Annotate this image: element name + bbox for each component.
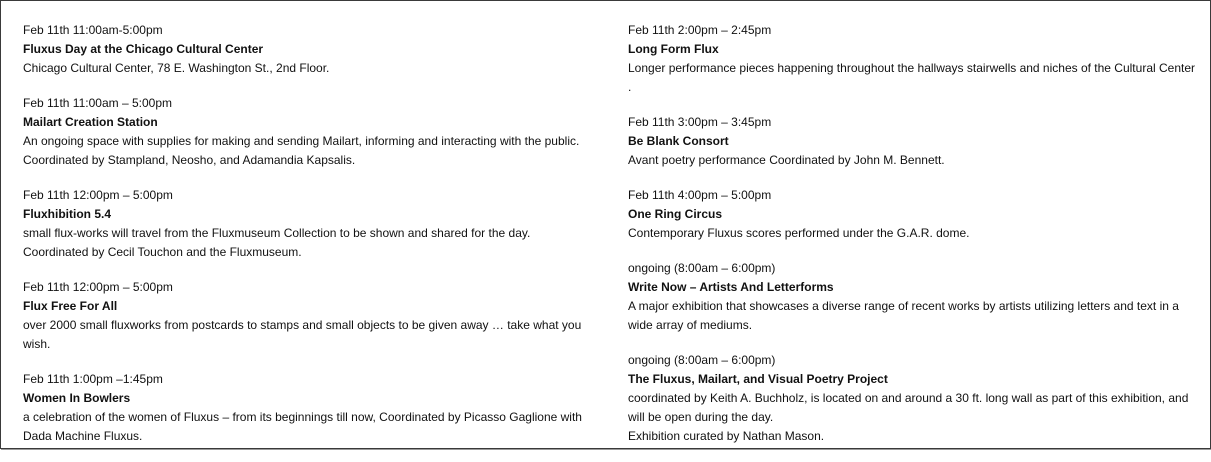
event-item (23, 94, 603, 170)
schedule-column-right (628, 21, 1198, 462)
event-time: Feb 11th 3:00pm – 3:45pm (628, 115, 772, 129)
event-time: Feb 11th 1:00pm –1:45pm (23, 372, 163, 386)
event-time: Feb 11th 11:00am – 5:00pm (23, 96, 172, 110)
event-description: Contemporary Fluxus scores performed under the G.A.R. dome. (628, 226, 970, 240)
event-description: Chicago Cultural Center, 78 E. Washington St., 2nd Floor. (23, 61, 330, 75)
event-description: Coordinated by Cecil Touchon and the Fluxmuseum. (23, 245, 302, 259)
event-item (628, 259, 1198, 335)
event-title: Fluxus Day at the Chicago Cultural Center (23, 42, 264, 56)
event-description: Avant poetry performance Coordinated by John M. Bennett. (628, 153, 945, 167)
event-title: Women In Bowlers (23, 391, 131, 405)
event-item (23, 186, 603, 262)
event-title: Fluxhibition 5.4 (23, 207, 112, 221)
event-time: Feb 11th 2:00pm – 2:45pm (628, 23, 772, 37)
event-title: The Fluxus, Mailart, and Visual Poetry Project (628, 372, 888, 386)
event-item (23, 370, 603, 446)
event-title: Be Blank Consort (628, 134, 729, 148)
event-description: wide array of mediums. (628, 318, 753, 332)
event-item (628, 21, 1198, 97)
event-title: Mailart Creation Station (23, 115, 158, 129)
event-time: Feb 11th 12:00pm – 5:00pm (23, 280, 173, 294)
event-description: a celebration of the women of Fluxus – from its beginnings till now, Coordinated by Picasso Gaglione with (23, 410, 582, 424)
event-title: One Ring Circus (628, 207, 723, 221)
event-item (628, 113, 1198, 170)
event-title: Write Now – Artists And Letterforms (628, 280, 834, 294)
event-description: A major exhibition that showcases a diverse range of recent works by artists utilizing letters and text in a (628, 299, 1179, 313)
event-item (628, 351, 1198, 446)
event-item (23, 278, 603, 354)
event-time: ongoing (8:00am – 6:00pm) (628, 261, 776, 275)
event-item (23, 21, 603, 78)
event-title: Flux Free For All (23, 299, 118, 313)
event-description: over 2000 small fluxworks from postcards to stamps and small objects to be given away … take what you (23, 318, 582, 332)
event-description: small flux-works will travel from the Fluxmuseum Collection to be shown and shared for the day. (23, 226, 531, 240)
event-description: coordinated by Keith A. Buchholz, is located on and around a 30 ft. long wall as part of this exhibition, and (628, 391, 1189, 405)
event-description: Dada Machine Fluxus. (23, 429, 143, 443)
event-title: Long Form Flux (628, 42, 719, 56)
event-time: Feb 11th 11:00am-5:00pm (23, 23, 163, 37)
event-description: An ongoing space with supplies for making and sending Mailart, informing and interacting with the public. (23, 134, 580, 148)
schedule-column-left (23, 21, 603, 462)
event-time: Feb 11th 4:00pm – 5:00pm (628, 188, 772, 202)
event-time: ongoing (8:00am – 6:00pm) (628, 353, 776, 367)
event-description: will be open during the day. (628, 410, 774, 424)
event-description: wish. (23, 337, 51, 351)
event-item (628, 186, 1198, 243)
event-curator: Exhibition curated by Nathan Mason. (628, 429, 825, 443)
event-description: Longer performance pieces happening throughout the hallways stairwells and niches of the Cultural Center . (628, 61, 1196, 94)
event-time: Feb 11th 12:00pm – 5:00pm (23, 188, 173, 202)
event-description: Coordinated by Stampland, Neosho, and Adamandia Kapsalis. (23, 153, 356, 167)
